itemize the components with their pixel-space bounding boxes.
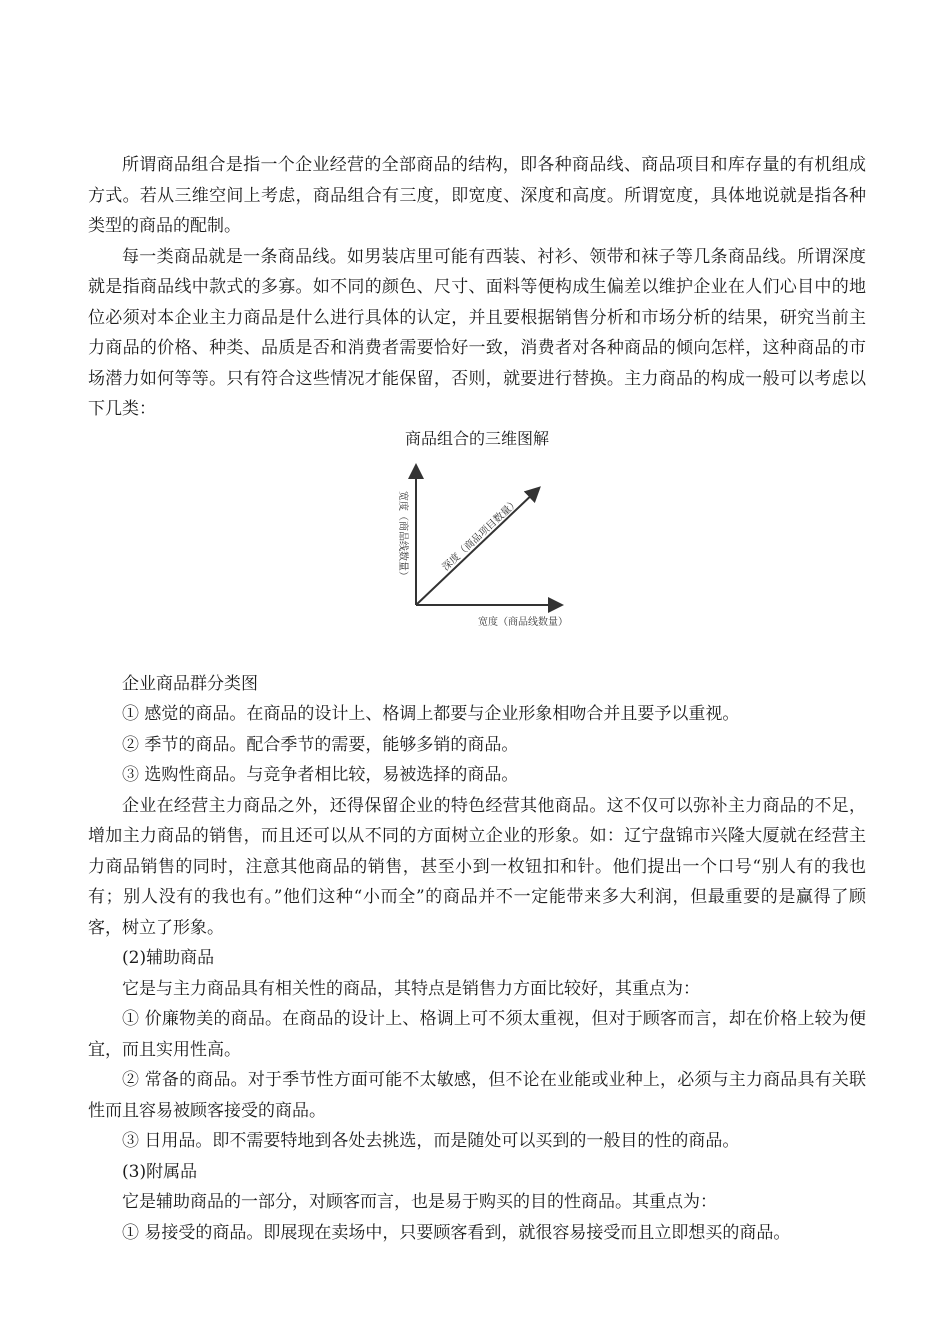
list-item: ② 季节的商品。配合季节的需要，能够多销的商品。 (122, 734, 519, 755)
paragraph: 企业商品群分类图 (122, 673, 258, 694)
paragraph: 每一类商品就是一条商品线。如男装店里可能有西装、衬衫、领带和袜子等几条商品线。所谓深度就是指商品线中款式的多寡。如不同的颜色、尺寸、面料等便构成生偏差以维护企业在人们心目中的地位必须对本企业主力商品是什么进行具体的认定，并且要根据销售分析和市场分析的结果，研究当前主力商品的价格、种类、品质是否和消费者需要恰好一致，消费者对各种商品的倾向怎样，这种商品的市场潜力如何等等。只有符合这些情况才能保留，否则，就要进行替换。主力商品的构成一般可以考虑以下几类： (88, 246, 866, 419)
three-dimension-diagram (88, 453, 866, 653)
list-item: ① 价廉物美的商品。在商品的设计上、格调上可不须太重视，但对于顾客而言，却在价格上较为便宜，而且实用性高。 (88, 1009, 866, 1060)
y-axis-label: 宽度（商品线数量） (397, 490, 408, 581)
document-page (88, 150, 866, 1248)
list-item: ③ 日用品。即不需要特地到各处去挑选，而是随处可以买到的一般目的性的商品。 (122, 1131, 740, 1151)
diagonal-axis (416, 489, 538, 605)
paragraph: 它是辅助商品的一部分，对顾客而言，也是易于购买的目的性商品。其重点为： (122, 1192, 717, 1212)
diagram-svg (388, 453, 588, 643)
list-item: ① 易接受的商品。即展现在卖场中，只要顾客看到，就很容易接受而且立即想买的商品。 (122, 1222, 791, 1243)
paragraph: 企业在经营主力商品之外，还得保留企业的特色经营其他商品。这不仅可以弥补主力商品的不足，增加主力商品的销售，而且还可以从不同的方面树立企业的形象。如：辽宁盘锦市兴隆大厦就在经营主力商品销售的同时，注意其他商品的销售，甚至小到一枚钮扣和针。他们提出一个口号“别人有的我也有；别人没有的我也有。”他们这种“小而全”的商品并不一定能带来多大利润，但最重要的是赢得了顾客，树立了形象。 (88, 795, 866, 938)
section-heading: (2)辅助商品 (122, 948, 215, 968)
paragraph: 所谓商品组合是指一个企业经营的全部商品的结构，即各种商品线、商品项目和库存量的有机组成方式。若从三维空间上考虑，商品组合有三度，即宽度、深度和高度。所谓宽度，具体地说就是指各种类型的商品的配制。 (88, 155, 866, 236)
diagonal-axis-label: 深度（商品项目数量） (440, 496, 522, 573)
section-heading: (3)附属品 (122, 1161, 198, 1182)
paragraph: 它是与主力商品具有相关性的商品，其特点是销售力方面比较好，其重点为： (122, 978, 700, 999)
list-item: ③ 选购性商品。与竞争者相比较，易被选择的商品。 (122, 765, 519, 785)
x-axis-label: 宽度（商品线数量） (478, 616, 568, 628)
list-item: ① 感觉的商品。在商品的设计上、格调上都要与企业形象相吻合并且要予以重视。 (122, 704, 740, 724)
figure-caption: 商品组合的三维图解 (404, 428, 549, 448)
list-item: ② 常备的商品。对于季节性方面可能不太敏感，但不论在业能或业种上，必须与主力商品具有关联性而且容易被顾客接受的商品。 (88, 1070, 866, 1121)
